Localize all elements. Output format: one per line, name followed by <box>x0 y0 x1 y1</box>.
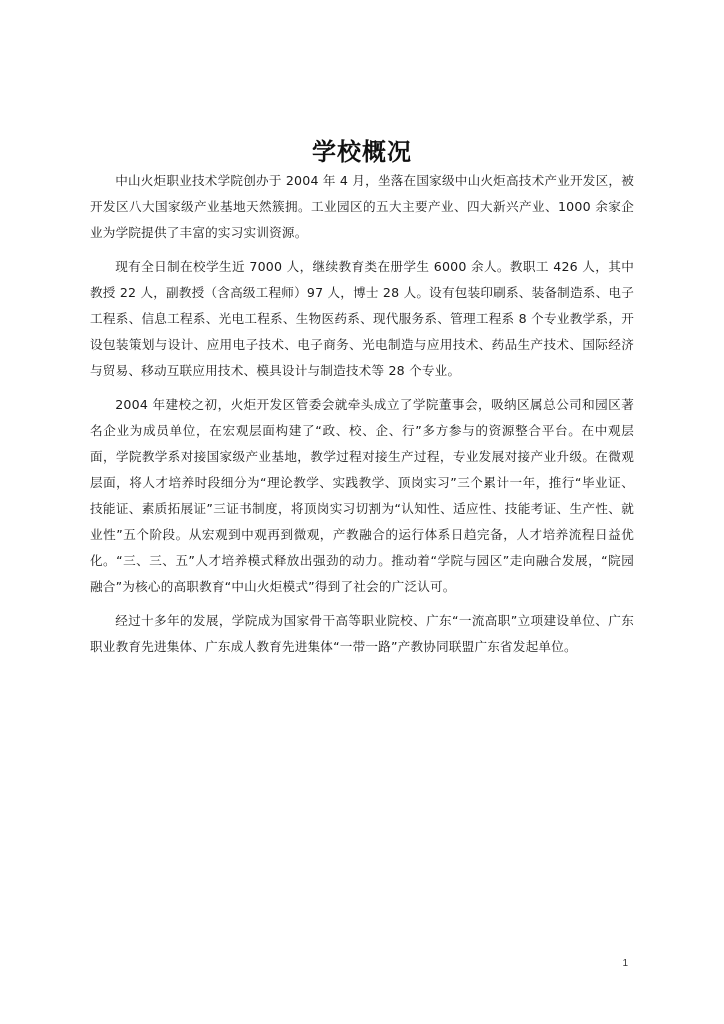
page-number: 1 <box>622 958 628 969</box>
paragraph-achievements: 经过十多年的发展，学院成为国家骨干高等职业院校、广东“一流高职”立项建设单位、广东职业教育先进集体、广东成人教育先进集体“一带一路”产教协同联盟广东省发起单位。 <box>90 613 634 654</box>
page-title: 学校概况 <box>312 137 412 167</box>
paragraph-founding: 中山火炬职业技术学院创办于 2004 年 4 月，坐落在国家级中山火炬高技术产业开发区，被开发区八大国家级产业基地天然簇拥。工业园区的五大主要产业、四大新兴产业、1000 余家企业为学院提供了丰富的实习实训资源。 <box>90 173 634 240</box>
paragraph-integration: 2004 年建校之初，火炬开发区管委会就牵头成立了学院董事会，吸纳区属总公司和园区著名企业为成员单位，在宏观层面构建了“政、校、企、行”多方参与的资源整合平台。在中观层面，学院教学系对接国家级产业基地，教学过程对接生产过程，专业发展对接产业升级。在微观层面，将人才培养时段细分为“理论教学、实践教学、顶岗实习”三个累计一年，推行“毕业证、技能证、素质拓展证”三证书制度，将顶岗实习切割为“认知性、适应性、技能考证、生产性、就业性”五个阶段。从宏观到中观再到微观，产教融合的运行体系日趋完备，人才培养流程日益优化。“三、三、五”人才培养模式释放出强劲的动力。推动着“学院与园区”走向融合发展，“院园融合”为核心的高职教育“中山火炬模式”得到了社会的广泛认可。 <box>90 397 634 594</box>
paragraph-enrollment: 现有全日制在校学生近 7000 人，继续教育类在册学生 6000 余人。教职工 426 人，其中教授 22 人，副教授（含高级工程师）97 人，博士 28 人。设有包装印刷系、装备制造系、电子工程系、信息工程系、光电工程系、生物医药系、现代服务系、管理工程系 8 个专业教学系，开设包装策划与设计、应用电子技术、电子商务、光电制造与应用技术、药品生产技术、国际经济与贸易、移动互联应用技术、模具设计与制造技术等 28 个专业。 <box>90 259 634 378</box>
document-body <box>90 168 634 668</box>
